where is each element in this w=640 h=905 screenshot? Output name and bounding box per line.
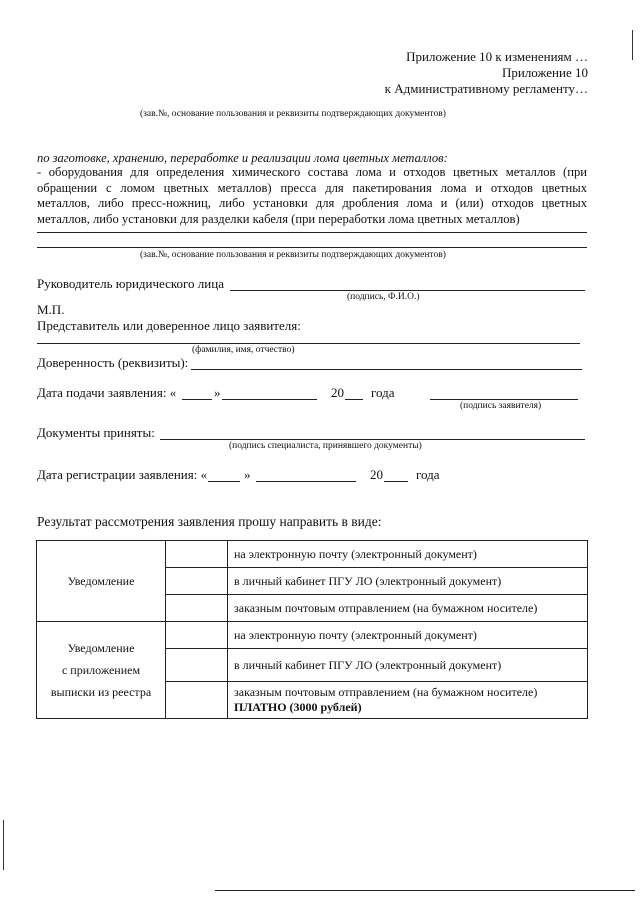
submit-year: 20 [331,385,344,400]
accepted-label: Документы приняты: [37,425,155,440]
header-line-3: к Административному регламенту… [384,81,588,96]
table-row [37,541,588,568]
submit-quote: » [214,385,221,400]
reg-year-word: года [416,467,440,482]
group-2-option-2-checkbox[interactable] [166,649,228,682]
blank-line-1 [37,232,587,233]
reg-month-line[interactable] [256,481,356,482]
accepted-caption: (подпись специалиста, принявшего документы) [229,441,422,451]
submit-label: Дата подачи заявления: « [37,385,177,400]
proxy-line[interactable] [191,369,582,370]
scan-edge-right [632,30,633,60]
group-2-option-3 [228,682,588,719]
submit-day-line[interactable] [182,399,212,400]
submit-signature-line[interactable] [430,399,578,400]
submit-year-word: года [371,385,395,400]
activity-line-1: - оборудования для определения химического состава лома и отходов цветных металлов (при [37,165,587,179]
group-2-option-2: в личный кабинет ПГУ ЛО (электронный документ) [228,649,588,682]
head-signature-line[interactable] [230,290,585,291]
result-heading: Результат рассмотрения заявления прошу направить в виде: [37,514,382,529]
group-2-option-3-text: заказным почтовым отправлением (на бумажном носителе) [234,685,538,699]
group-2-label-line-1: Уведомление [67,641,135,655]
group-1-label: Уведомление [37,541,166,622]
activity-line-4: металлов, либо установки для разделки кабеля (при переработки лома цветных металлов) [37,211,520,226]
rep-caption: (фамилия, имя, отчество) [192,345,295,355]
head-caption: (подпись, Ф.И.О.) [347,292,420,302]
submit-caption: (подпись заявителя) [460,401,542,411]
group-2-label-line-3: выписки из реестра [50,685,152,699]
proxy-label: Доверенность (реквизиты): [37,355,189,370]
table-row [37,622,588,649]
reg-day-line[interactable] [208,481,240,482]
accepted-signature-line[interactable] [160,439,585,440]
group-2-option-1-checkbox[interactable] [166,622,228,649]
group-1-option-2-checkbox[interactable] [166,568,228,595]
group-2-label [37,622,166,719]
group-2-option-1: на электронную почту (электронный документ) [228,622,588,649]
group-1-option-2: в личный кабинет ПГУ ЛО (электронный документ) [228,568,588,595]
rep-label: Представитель или доверенное лицо заявителя: [37,318,301,333]
head-label: Руководитель юридического лица [37,276,224,291]
submit-month-line[interactable] [222,399,317,400]
activity-body [37,165,587,227]
group-1-option-3-checkbox[interactable] [166,595,228,622]
group-1-option-3: заказным почтовым отправлением (на бумажном носителе) [228,595,588,622]
rep-name-line[interactable] [37,343,580,344]
caption-mid: (зав.№, основание пользования и реквизиты подтверждающих документов) [140,250,446,260]
reg-quote: » [244,467,251,482]
scan-edge-left [3,820,4,870]
result-options-table [36,540,588,719]
bottom-rule [215,890,635,891]
header-line-2: Приложение 10 [501,65,588,80]
activity-title: по заготовке, хранению, переработке и реализации лома цветных металлов: [37,151,448,165]
reg-year-line[interactable] [384,481,408,482]
group-1-option-1: на электронную почту (электронный документ) [228,541,588,568]
activity-line-3: металлов, либо пресс-ножниц, либо установки для дробления лома и (или) отходов цветных [37,196,587,210]
submit-year-line[interactable] [345,399,363,400]
group-2-option-3-checkbox[interactable] [166,682,228,719]
reg-year: 20 [370,467,383,482]
paid-note: ПЛАТНО (3000 рублей) [234,700,362,714]
reg-label: Дата регистрации заявления: « [37,467,208,482]
header-line-1: Приложение 10 к изменениям … [406,49,588,64]
stamp-label: М.П. [37,302,65,317]
blank-line-2 [37,247,587,248]
group-1-option-1-checkbox[interactable] [166,541,228,568]
caption-top: (зав.№, основание пользования и реквизиты подтверждающих документов) [140,109,446,119]
activity-line-2: обращении с ломом цветных металлов) пресса для пакетирования лома и отходов цветных [37,180,587,195]
group-2-label-line-2: с приложением [61,663,141,677]
